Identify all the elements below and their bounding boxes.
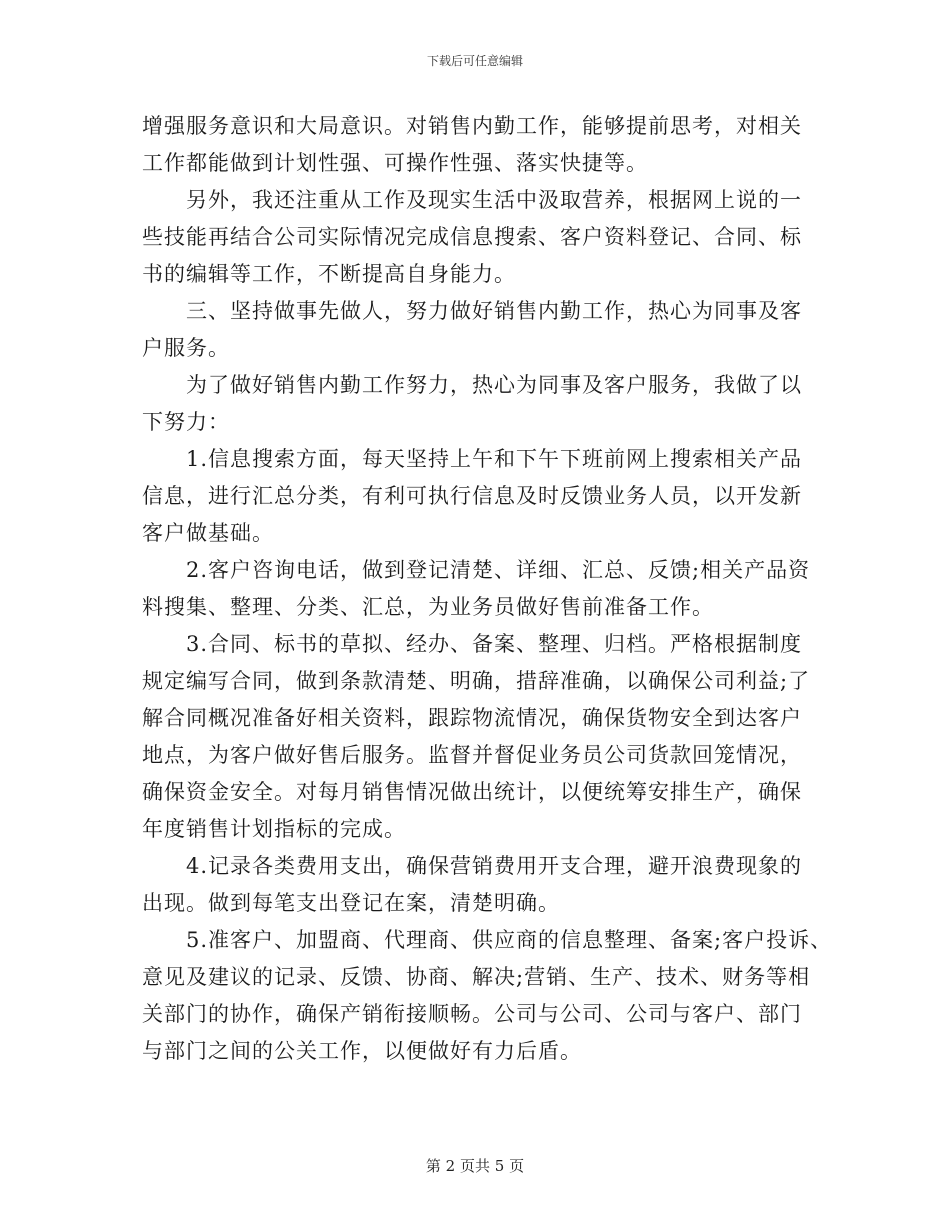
body-line: 2.客户咨询电话，做到登记清楚、详细、汇总、反馈;相关产品资 bbox=[186, 558, 811, 582]
body-line: 意见及建议的记录、反馈、协商、解决;营销、生产、技术、财务等相 bbox=[142, 965, 811, 989]
body-line: 下努力： bbox=[142, 410, 230, 434]
body-line: 解合同概况准备好相关资料，跟踪物流情况，确保货物安全到达客户 bbox=[142, 706, 802, 730]
body-line: 些技能再结合公司实际情况完成信息搜索、客户资料登记、合同、标 bbox=[142, 225, 802, 249]
body-line: 4.记录各类费用支出，确保营销费用开支合理，避开浪费现象的 bbox=[186, 854, 803, 878]
body-line: 信息，进行汇总分类，有利可执行信息及时反馈业务人员，以开发新 bbox=[142, 484, 802, 508]
document-body bbox=[142, 108, 833, 1070]
body-line: 书的编辑等工作，不断提高自身能力。 bbox=[142, 262, 516, 286]
body-line: 与部门之间的公关工作，以便做好有力后盾。 bbox=[142, 1039, 582, 1063]
body-line: 地点，为客户做好售后服务。监督并督促业务员公司货款回笼情况， bbox=[142, 743, 802, 767]
body-line: 料搜集、整理、分类、汇总，为业务员做好售前准备工作。 bbox=[142, 595, 714, 619]
body-line: 出现。做到每笔支出登记在案，清楚明确。 bbox=[142, 891, 560, 915]
body-line: 年度销售计划指标的完成。 bbox=[142, 817, 406, 841]
body-line: 工作都能做到计划性强、可操作性强、落实快捷等。 bbox=[142, 151, 648, 175]
body-line: 3.合同、标书的草拟、经办、备案、整理、归档。严格根据制度 bbox=[186, 632, 803, 656]
body-line: 另外，我还注重从工作及现实生活中汲取营养，根据网上说的一 bbox=[186, 188, 802, 212]
body-line: 1.信息搜索方面，每天坚持上午和下午下班前网上搜索相关产品 bbox=[186, 447, 803, 471]
body-line: 为了做好销售内勤工作努力，热心为同事及客户服务，我做了以 bbox=[186, 373, 802, 397]
page-number: 第 2 页共 5 页 bbox=[425, 1157, 525, 1175]
body-line: 增强服务意识和大局意识。对销售内勤工作，能够提前思考，对相关 bbox=[142, 114, 802, 138]
body-line: 确保资金安全。对每月销售情况做出统计，以便统筹安排生产，确保 bbox=[142, 780, 802, 804]
body-line: 关部门的协作，确保产销衔接顺畅。公司与公司、公司与客户、部门 bbox=[142, 1002, 802, 1026]
page-header: 下载后可任意编辑 bbox=[426, 54, 523, 68]
body-line: 客户做基础。 bbox=[142, 521, 274, 545]
body-line: 规定编写合同，做到条款清楚、明确，措辞准确，以确保公司利益;了 bbox=[142, 669, 811, 693]
body-line: 5.准客户、加盟商、代理商、供应商的信息整理、备案;客户投诉、 bbox=[186, 928, 833, 952]
body-line: 户服务。 bbox=[142, 336, 230, 360]
body-line: 三、坚持做事先做人，努力做好销售内勤工作，热心为同事及客 bbox=[186, 299, 802, 323]
